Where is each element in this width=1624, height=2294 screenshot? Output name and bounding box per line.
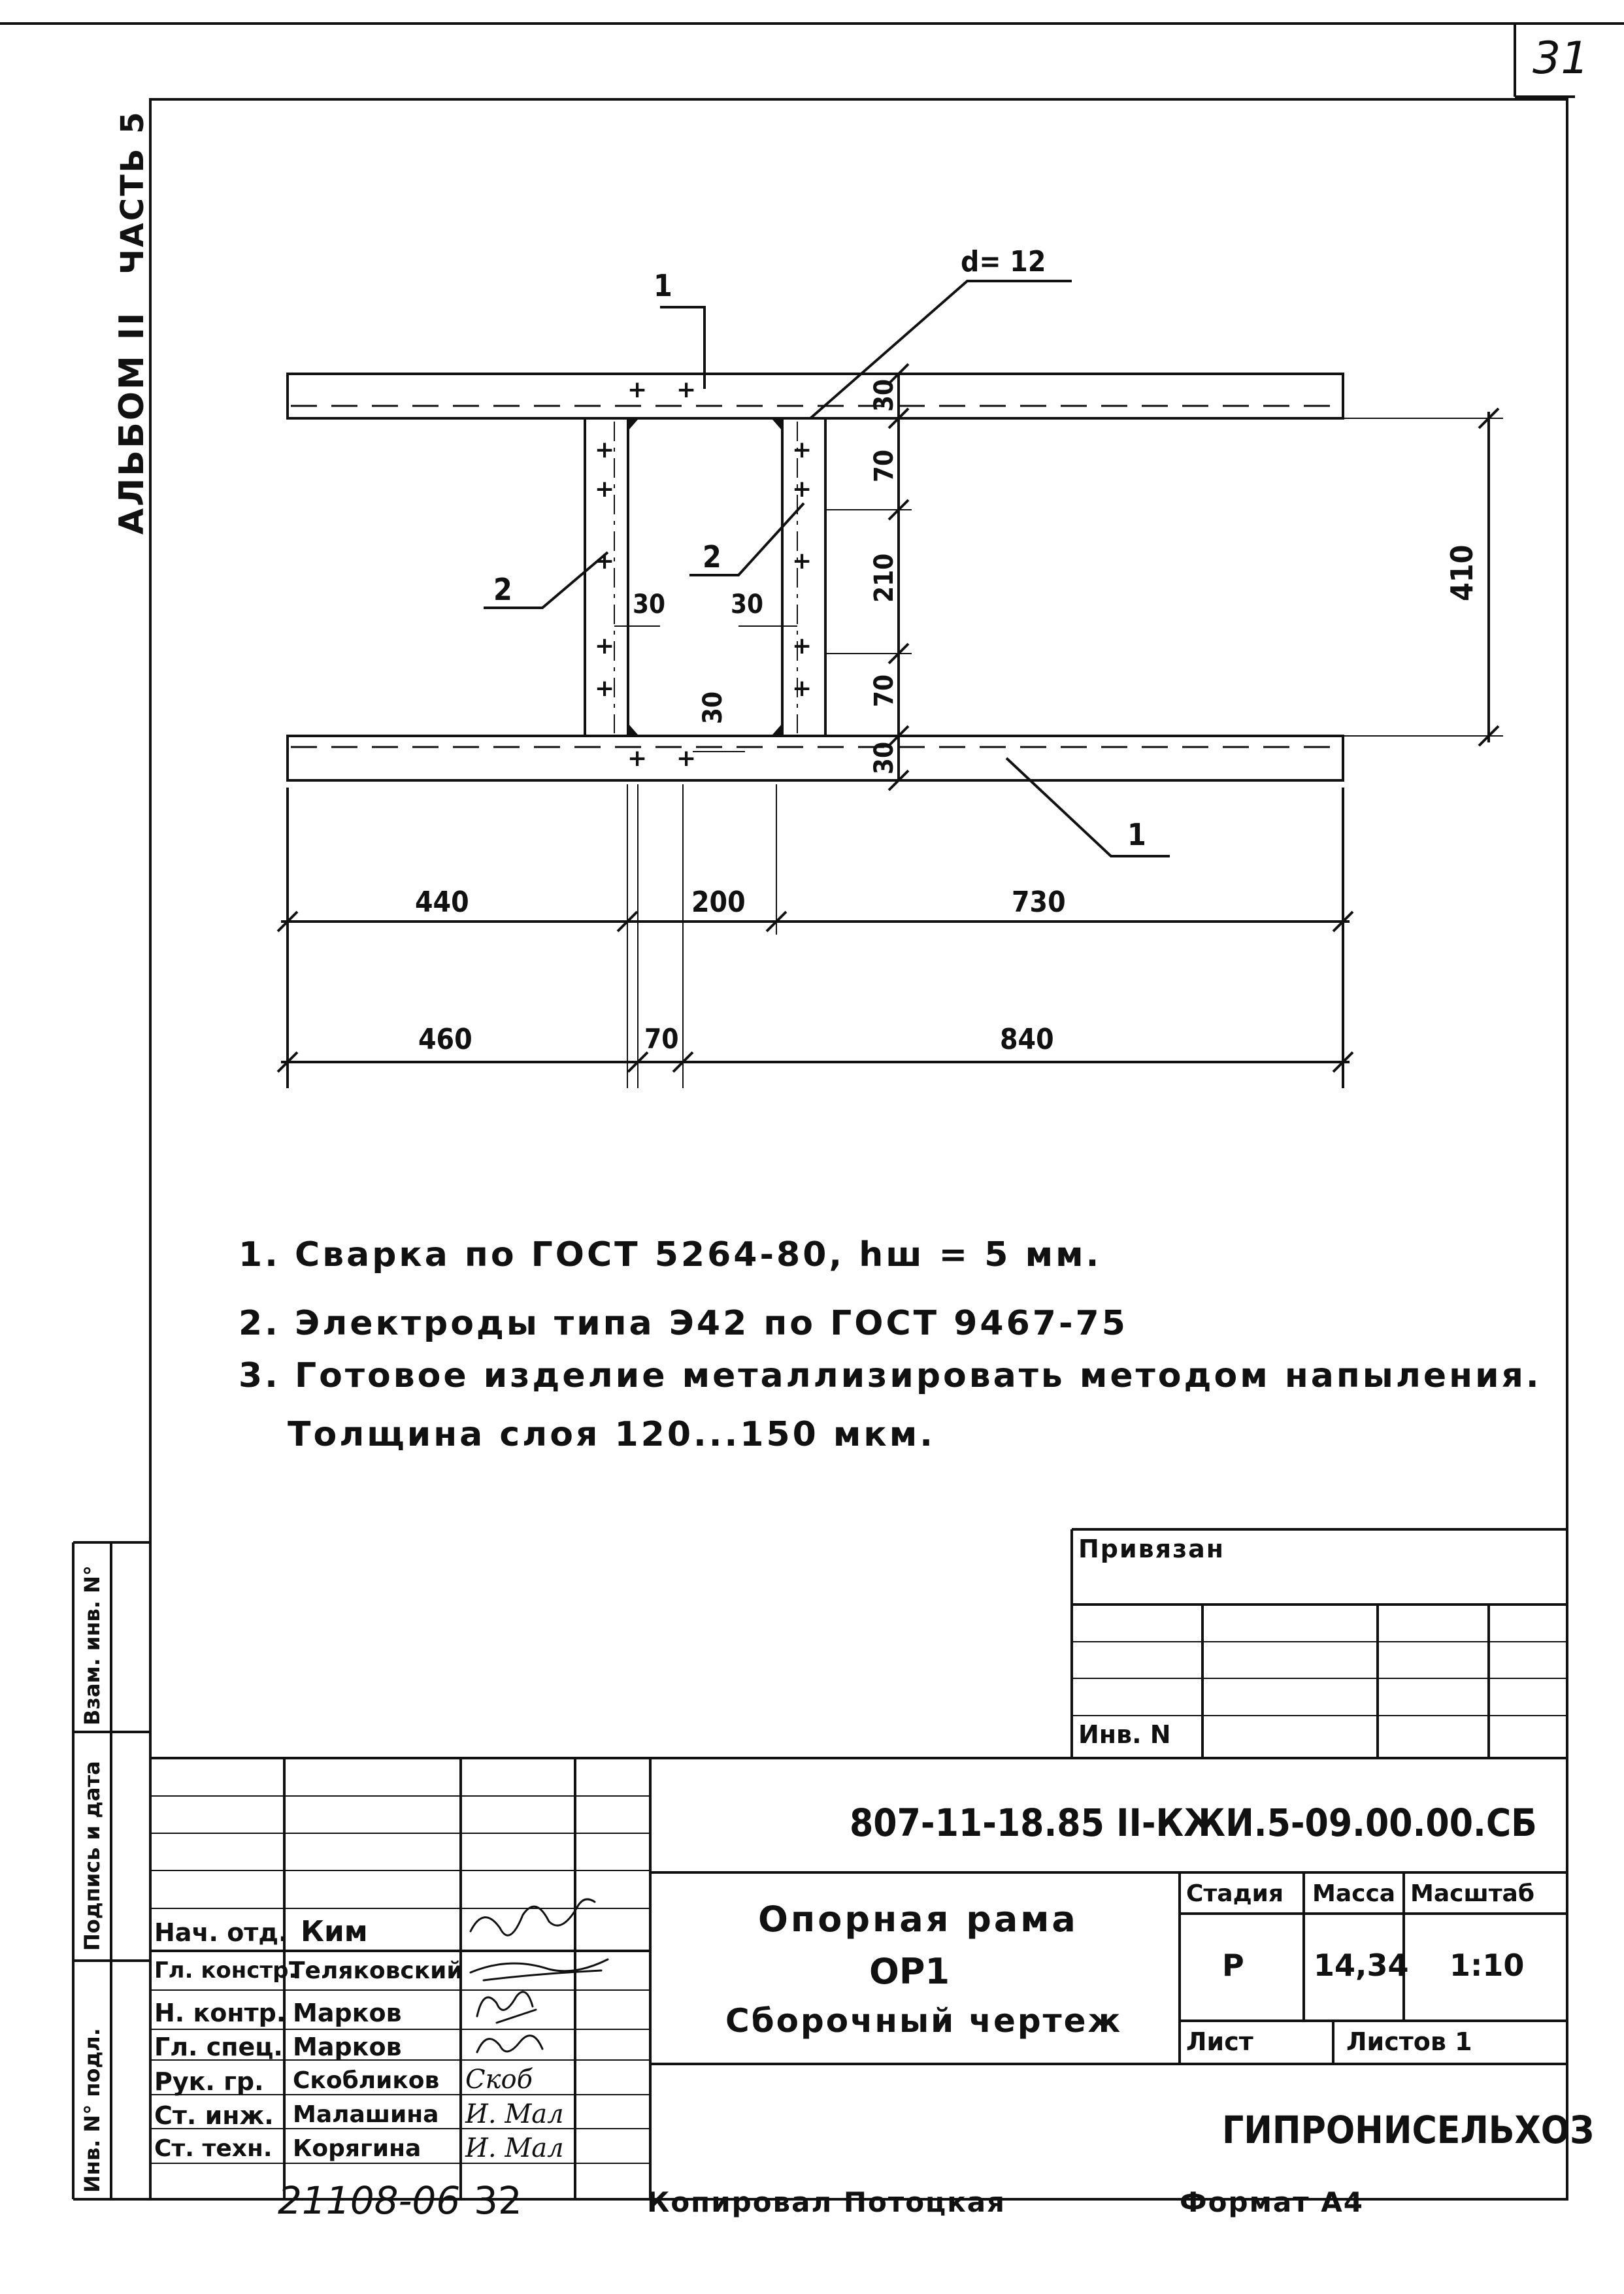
dim-row1-b: 200 <box>691 886 746 919</box>
mark-left-post: 2 <box>493 572 512 607</box>
note-4: Толщина слоя 120...150 мкм. <box>288 1415 935 1454</box>
signature-4: Скоб <box>465 2065 533 2095</box>
value-stage: Р <box>1222 1948 1244 1983</box>
title-line-3: Сборочный чертеж <box>725 2002 1123 2040</box>
signature-3 <box>477 2036 542 2052</box>
svg-text:+: + <box>676 745 697 772</box>
note-1: 1. Сварка по ГОСТ 5264-80, hш = 5 мм. <box>239 1235 1102 1274</box>
thickness-label: d= 12 <box>961 245 1046 278</box>
svg-text:+: + <box>792 476 812 503</box>
archive-number: 21108-06 <box>278 2178 461 2223</box>
role-0: Нач. отд. <box>154 1918 288 1947</box>
attached-label: Привязан <box>1078 1535 1225 1563</box>
svg-text:+: + <box>595 633 615 659</box>
sheet-label: Лист <box>1186 2027 1253 2056</box>
role-1: Гл. констр. <box>154 1957 297 1984</box>
signature-6: И. Мал <box>465 2133 564 2163</box>
title-line-2: ОР1 <box>869 1951 950 1992</box>
mark-bottom-beam: 1 <box>1127 817 1146 852</box>
dim-v-70-bottom: 70 <box>869 674 899 707</box>
side-field-replaced: Взам. инв. N° <box>80 1565 105 1725</box>
header-scale: Масштаб <box>1410 1880 1534 1907</box>
side-field-original-inv: Инв. N° подл. <box>80 2028 105 2193</box>
role-3: Гл. спец. <box>154 2033 283 2061</box>
dim-post-30-right: 30 <box>731 590 764 620</box>
header-mass: Масса <box>1312 1880 1396 1907</box>
signature-5: И. Мал <box>465 2099 564 2129</box>
svg-text:+: + <box>627 745 648 772</box>
svg-text:+: + <box>792 675 812 702</box>
organization: ГИПРОНИСЕЛЬХОЗ <box>1222 2108 1595 2152</box>
dim-row2-a: 460 <box>418 1023 472 1056</box>
mark-top-beam: 1 <box>654 268 672 303</box>
role-5: Ст. инж. <box>154 2101 274 2130</box>
side-field-signature-date: Подпись и дата <box>80 1761 105 1951</box>
name-2: Марков <box>293 1999 402 2027</box>
format: Формат А4 <box>1180 2186 1364 2218</box>
svg-text:+: + <box>676 376 697 403</box>
mark-right-post: 2 <box>703 539 721 574</box>
dim-gap-30: 30 <box>698 691 728 724</box>
name-0: Ким <box>301 1915 368 1948</box>
name-6: Корягина <box>293 2135 422 2162</box>
dim-row2-b: 70 <box>644 1023 679 1055</box>
page-ref: 32 <box>474 2178 522 2223</box>
signature-1 <box>471 1959 608 1980</box>
dim-v-bottom-30: 30 <box>869 741 899 774</box>
svg-text:+: + <box>595 476 615 503</box>
dim-v-210: 210 <box>869 553 899 603</box>
copied-by: Копировал Потоцкая <box>647 2186 1006 2218</box>
name-1: Теляковский <box>289 1957 463 1984</box>
svg-text:+: + <box>595 548 615 574</box>
side-label-album: АЛЬБОМ II <box>112 310 152 535</box>
signature-2 <box>477 1992 536 2023</box>
dim-row2-c: 840 <box>1000 1023 1054 1056</box>
value-mass: 14,34 <box>1314 1948 1409 1983</box>
dim-height-410: 410 <box>1444 544 1480 601</box>
value-scale: 1:10 <box>1450 1948 1525 1983</box>
dim-row1-c: 730 <box>1012 886 1066 919</box>
note-3: 3. Готовое изделие металлизировать методом напыления. <box>239 1356 1542 1395</box>
dim-v-top-30: 30 <box>869 378 899 412</box>
doc-code: 807-11-18.85 II-КЖИ.5-09.00.00.СБ <box>850 1801 1537 1845</box>
inv-label: Инв. N <box>1078 1720 1171 1749</box>
svg-text:+: + <box>792 548 812 574</box>
role-2: Н. контр. <box>154 1999 286 2027</box>
title-line-1: Опорная рама <box>758 1899 1078 1940</box>
dim-post-30-left: 30 <box>633 590 666 620</box>
sheets-label: Листов 1 <box>1346 2027 1472 2056</box>
svg-text:+: + <box>792 437 812 463</box>
signature-0 <box>471 1899 595 1935</box>
svg-text:+: + <box>595 675 615 702</box>
svg-text:+: + <box>627 376 648 403</box>
role-4: Рук. гр. <box>154 2067 264 2096</box>
dim-row1-a: 440 <box>415 886 469 919</box>
svg-text:+: + <box>595 437 615 463</box>
name-3: Марков <box>293 2033 402 2061</box>
note-2: 2. Электроды типа Э42 по ГОСТ 9467-75 <box>239 1304 1128 1343</box>
svg-text:+: + <box>792 633 812 659</box>
role-6: Ст. техн. <box>154 2135 273 2162</box>
header-stage: Стадия <box>1186 1880 1284 1907</box>
dim-v-70-top: 70 <box>869 449 899 482</box>
name-4: Скобликов <box>293 2067 440 2094</box>
name-5: Малашина <box>293 2101 439 2128</box>
side-label-part: ЧАСТЬ 5 <box>114 110 151 274</box>
sheet-number: 31 <box>1533 33 1589 84</box>
